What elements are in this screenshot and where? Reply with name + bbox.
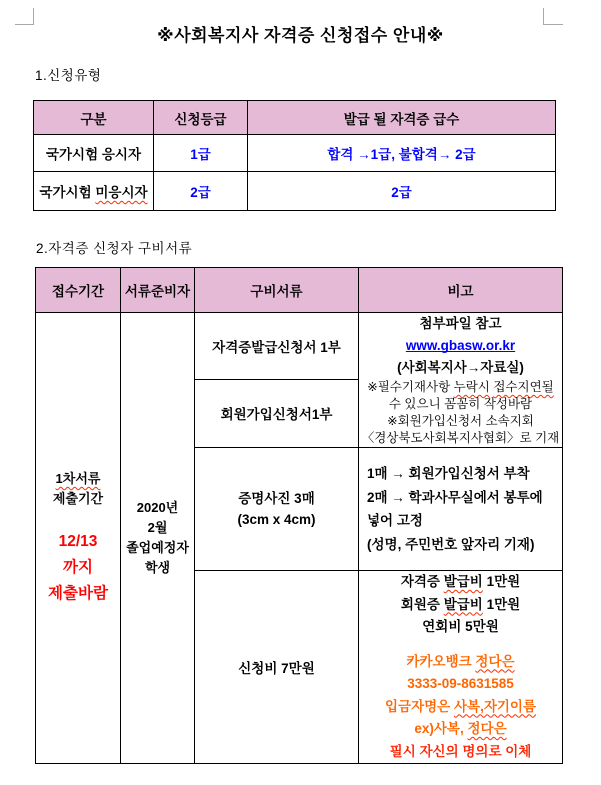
photo-usage-line3: 넣어 고정 <box>367 513 423 528</box>
period-line2: 제출기간 <box>52 491 104 506</box>
t2-doc4-cell: 신청비 7만원 <box>195 571 359 764</box>
remark-branch-line1: ※회원가입신청서 소속지회 <box>387 414 534 428</box>
fee-line3: 연회비 5만원 <box>422 619 499 634</box>
t2-remark-row3-cell <box>359 448 563 571</box>
t2-header-preparer: 서류준비자 <box>121 268 195 313</box>
preparer-line1: 2020년 <box>136 500 179 515</box>
t1-row2-category: 국가시험 미응시자 <box>34 172 154 211</box>
table-row <box>34 172 556 211</box>
t1-header-grade: 신청등급 <box>154 101 248 135</box>
bank-account-holder: 카카오뱅크 정다은 <box>406 653 515 669</box>
t2-period-cell <box>36 313 121 764</box>
application-type-table <box>33 100 556 211</box>
table-row <box>34 135 556 172</box>
t2-doc3-cell <box>195 448 359 571</box>
document-title: ※사회복지사 자격증 신청접수 안내※ <box>157 26 444 45</box>
remark-attachment-note: 첨부파일 참고 <box>419 316 502 331</box>
preparer-line3: 졸업예정자 <box>126 540 189 555</box>
t1-row2-grade: 2급 <box>154 172 248 211</box>
t2-doc2-cell: 회원가입신청서1부 <box>195 379 359 447</box>
period-deadline-until: 까지 <box>63 559 93 576</box>
section1-heading: 1.신청유형 <box>35 68 102 83</box>
fee-line2: 회원증 발급비 1만원 <box>400 596 521 612</box>
photo-line1: 증명사진 3매 <box>238 491 315 506</box>
depositor-name-rule: 입금자명은 사복,자기이름 <box>385 698 536 714</box>
t2-header-remarks: 비고 <box>359 268 563 313</box>
photo-usage-line4: (성명, 주민번호 앞자리 기재) <box>367 536 535 552</box>
photo-usage-line1: 1매 → 회원가입신청서 부착 <box>367 466 530 481</box>
t1-row1-category: 국가시험 응시자 <box>34 135 154 172</box>
photo-line2: (3cm x 4cm) <box>237 512 316 527</box>
fee-line1: 자격증 발급비 1만원 <box>400 574 521 589</box>
t1-row2-result: 2급 <box>248 172 556 211</box>
t1-header-category: 구분 <box>34 101 154 135</box>
t2-header-period: 접수기간 <box>36 268 121 313</box>
spacer <box>36 509 120 529</box>
transfer-warning: 필시 자신의 명의로 이체 <box>389 743 532 759</box>
remark-menu-path: (사회복지사→자료실) <box>397 360 524 375</box>
t1-row1-grade: 1급 <box>154 135 248 172</box>
period-deadline-note: 제출바람 <box>48 585 108 602</box>
remark-caution-line2: 수 있으니 꼼꼼히 작성바람 <box>388 397 533 411</box>
remark-caution-line1: ※필수기재사항 누락시 접수지연될 <box>367 380 554 394</box>
spacer <box>359 639 562 651</box>
bank-account-number: 3333-09-8631585 <box>407 676 514 691</box>
required-documents-table <box>35 267 563 764</box>
remark-branch-line2: 〈경상북도사회복지사협회〉로 기재 <box>361 431 560 445</box>
preparer-line4: 학생 <box>144 560 171 575</box>
t2-remark-row4-cell <box>359 571 563 764</box>
t1-header-result: 발급 될 자격증 급수 <box>248 101 556 135</box>
table-row <box>36 313 563 380</box>
section2-heading: 2.자격증 신청자 구비서류 <box>36 241 193 256</box>
period-deadline-date: 12/13 <box>58 533 98 550</box>
t1-row1-result: 합격 →1급, 불합격→ 2급 <box>248 135 556 172</box>
depositor-name-example: ex)사복, 정다은 <box>414 721 507 736</box>
period-line1: 1차서류 <box>55 471 101 486</box>
photo-usage-line2: 2매 → 학과사무실에서 봉투에 <box>367 489 543 505</box>
remark-link-line <box>359 335 562 357</box>
t2-preparer-cell <box>121 313 195 764</box>
website-link[interactable]: www.gbasw.or.kr <box>405 338 516 353</box>
preparer-line2: 2월 <box>147 520 168 535</box>
t2-remark-rows12-cell <box>359 313 563 448</box>
t2-header-documents: 구비서류 <box>195 268 359 313</box>
t2-doc1-cell: 자격증발급신청서 1부 <box>195 313 359 380</box>
